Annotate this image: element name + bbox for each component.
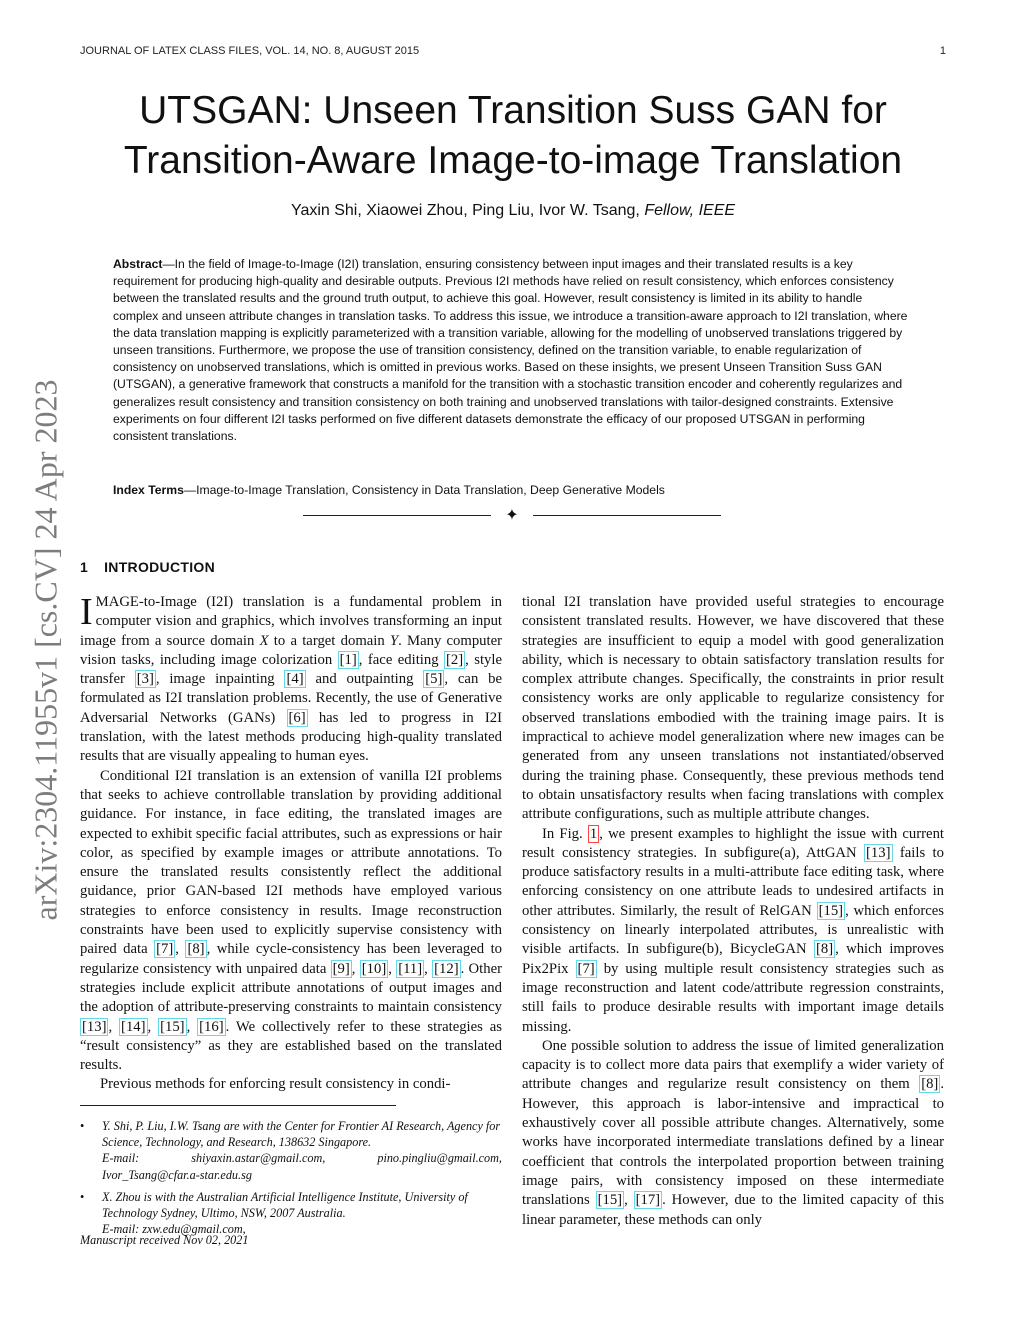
footnote-rule xyxy=(80,1105,396,1106)
text-run: In Fig. xyxy=(542,825,588,842)
citation-link[interactable]: [7] xyxy=(156,941,174,958)
citation-link[interactable]: [2] xyxy=(446,651,464,668)
math-symbol: X xyxy=(259,632,269,649)
email-address: Ivor_Tsang@cfar.a-star.edu.sg xyxy=(102,1167,252,1182)
section-title: INTRODUCTION xyxy=(104,559,216,575)
paragraph-5 xyxy=(522,1037,944,1230)
text-run: . Other strategies include explicit attribute annotations of output images and the adoption of attribute-preserving constraints to maintain consistency xyxy=(80,960,502,1016)
index-terms-text: —Image-to-Image Translation, Consistency in Data Translation, Deep Generative Models xyxy=(183,483,665,497)
text-run: , which improves Pix2Pix xyxy=(522,941,944,977)
text-run: , xyxy=(175,941,186,958)
author-suffix: Fellow, IEEE xyxy=(644,202,736,219)
text-run: fails to produce satisfactory results in a multi-attribute face editing task, where enforcing consistency on one attribute leads to undesired artifacts in other attributes. Similarly, the result of RelGAN xyxy=(522,844,944,919)
citation-link[interactable]: [9] xyxy=(332,960,350,977)
citation-link[interactable]: [10] xyxy=(361,960,387,977)
text-run: , xyxy=(424,960,433,977)
citation-link[interactable]: [4] xyxy=(286,671,304,688)
text-run: . However, due to the limited capacity of this linear parameter, these methods can only xyxy=(522,1192,945,1228)
page-number: 1 xyxy=(939,45,946,57)
citation-link[interactable]: [15] xyxy=(160,1018,185,1035)
text-run: , while cycle-consistency has been leveraged to regularize consistency with unpaired data xyxy=(80,941,502,977)
title-line-1: UTSGAN: Unseen Transition Suss GAN for xyxy=(139,89,887,132)
text-run: , face editing xyxy=(358,651,444,668)
text-run: , xyxy=(624,1192,634,1209)
text-run: , xyxy=(388,960,397,977)
arxiv-side-stamp xyxy=(0,0,90,1325)
citation-link[interactable]: [7] xyxy=(577,960,595,977)
divider-star-icon: ✦ xyxy=(505,507,519,524)
paragraph-1 xyxy=(80,593,502,767)
text-run: , we present examples to highlight the issue with current result consistency strategies. In subfigure(a), AttGAN xyxy=(522,825,945,861)
body-column-left xyxy=(80,593,502,1095)
text-run: , xyxy=(108,1018,120,1035)
email-address: pino.pingliu@gmail.com, xyxy=(377,1151,502,1166)
text-run: , can be formulated as I2I translation problems. Recently, the use of Generative Adversarial Networks (GANs) xyxy=(80,671,502,726)
footnote-affiliation-2 xyxy=(80,1189,502,1238)
email-label: E-mail: xyxy=(102,1151,140,1166)
text-run: , xyxy=(147,1018,159,1035)
text-run: Conditional I2I translation is an extension of vanilla I2I problems that seeks to achieve controllable translation by providing additional guidance. For instance, in face editing, the translated images are expected to exhibit specific facial attributes, such as expressions or hair color, as specified by example images or attribute annotations. To ensure the translated results consistently reflect the additional guidance, prior GAN-based I2I methods have employed various strategies to enforce consistency in results. Image reconstruction constraints have been used to explicitly supervise consistency with paired data xyxy=(80,767,502,958)
section-divider xyxy=(303,506,721,526)
citation-link[interactable]: [12] xyxy=(434,960,459,977)
drop-cap: I xyxy=(80,591,93,633)
figure-link[interactable]: 1 xyxy=(589,825,598,842)
text-run: , which enforces consistency on linearly interpolated attributes, is unrealistic with visible artifacts. In subfigure(b), BicycleGAN xyxy=(522,902,945,958)
bullet-icon: • xyxy=(80,1189,85,1204)
text-run: , image inpainting xyxy=(155,671,285,688)
text-run: . However, this approach is labor-intensive and impractical to exhaustively cover all possible attribute changes. Alternatively, some works have incorporated intermediate translations defined by a linear coefficient that controls the interpolated proportion between training image pairs, with consistency imposed on these intermediate translations xyxy=(522,1076,944,1209)
paragraph-3 xyxy=(80,1075,502,1094)
running-head-text: JOURNAL OF LATEX CLASS FILES, VOL. 14, NO. 8, AUGUST 2015 xyxy=(80,45,420,57)
citation-link[interactable]: [14] xyxy=(121,1018,146,1035)
footnote-text: X. Zhou is with the Australian Artificial Intelligence Institute, University of Technology Sydney, Ultimo, NSW, 2007 Australia. xyxy=(102,1189,468,1221)
footnote-affiliation-1 xyxy=(80,1118,502,1183)
citation-link[interactable]: [11] xyxy=(398,960,423,977)
citation-link[interactable]: [8] xyxy=(187,941,205,958)
text-run: . Many computer vision tasks, including image colorization xyxy=(80,632,502,668)
citation-link[interactable]: [3] xyxy=(136,671,154,688)
citation-link[interactable]: [13] xyxy=(82,1018,107,1035)
paragraph-3-continued xyxy=(522,593,944,825)
paper-title xyxy=(80,86,946,186)
citation-link[interactable]: [8] xyxy=(815,941,834,958)
author-names: Yaxin Shi, Xiaowei Zhou, Ping Liu, Ivor W. Tsang, xyxy=(290,202,645,219)
email-address: shiyaxin.astar@gmail.com, xyxy=(191,1151,326,1166)
citation-link[interactable]: [5] xyxy=(425,671,443,688)
citation-link[interactable]: [16] xyxy=(199,1018,224,1035)
index-terms xyxy=(113,482,909,499)
title-line-2: Transition-Aware Image-to-image Translation xyxy=(123,139,903,182)
body-column-right xyxy=(522,593,944,1230)
footnotes xyxy=(80,1118,502,1243)
text-run: , xyxy=(186,1018,198,1035)
text-run: has led to progress in I2I translation, with the latest methods producing high-quality translated results that are visually appealing to human eyes. xyxy=(80,709,503,765)
text-run: , style transfer xyxy=(80,651,502,688)
citation-link[interactable]: [17] xyxy=(635,1192,661,1209)
small-caps-word: MAGE xyxy=(95,594,139,610)
running-head xyxy=(80,45,946,61)
manuscript-note: Manuscript received Nov 02, 2021 xyxy=(80,1233,249,1247)
footnote-text: Y. Shi, P. Liu, I.W. Tsang are with the Center for Frontier AI Research, Agency for Science, Technology, and Research, 138632 Singapore. xyxy=(102,1119,501,1150)
abstract-text: —In the field of Image-to-Image (I2I) translation, ensuring consistency between input images and their translated results is a key requirement for producing high-quality and desirable outputs. Previous I2I methods have relied on result consistency, which enforces consistency between the translated results and the ground truth output, to achieve this goal. However, result consistency is limited in its ability to handle complex and unseen attribute changes in translation tasks. To address this issue, we introduce a transition-aware approach to I2I translation, where the data translation mapping is explicitly parameterized with a transition variable, allowing for the modelling of unobserved translations triggered by unseen transitions. Furthermore, we propose the use of transition consistency, defined on the transition variable, to enable regularization of consistency on unobserved translations, which is omitted in previous works. Based on these insights, we present Unseen Transition Suss GAN (UTSGAN), a generative framework that constructs a manifold for the transition with a stochastic transition encoder and coherently regularizes and generalizes result consistency and transition consistency on both training and unobserved translations with tailor-designed constraints. Extensive experiments on four different I2I tasks performed on five different datasets demonstrate the efficacy of our proposed UTSGAN in performing consistent translations. xyxy=(113,257,908,444)
text-run: by using multiple result consistency strategies such as image reconstruction and latent code/attribute regression constraints, still fails to produce desirable results with important image details missing. xyxy=(522,960,945,1035)
email-address: E-mail: zxw.edu@gmail.com, xyxy=(102,1222,246,1237)
paragraph-4 xyxy=(522,825,944,1037)
index-terms-label: Index Terms xyxy=(113,483,184,497)
bullet-icon: • xyxy=(80,1119,85,1133)
arxiv-identifier: arXiv:2304.11955v1 [cs.CV] 24 Apr 2023 xyxy=(27,379,64,921)
footnote-email-row xyxy=(102,1150,502,1166)
divider-line-right xyxy=(533,515,721,516)
text-run: . We collectively refer to these strategies as “result consistency” as they are established based on the translated results. xyxy=(80,1018,502,1074)
text-run: , xyxy=(351,960,360,977)
abstract xyxy=(113,256,909,445)
text-run: One possible solution to address the issue of limited generalization capacity is to collect more data pairs that exemplify a wider variety of attribute changes and regularize result consistency on them xyxy=(522,1037,944,1093)
citation-link[interactable]: [13] xyxy=(866,844,891,861)
text-run: and outpainting xyxy=(305,671,424,688)
abstract-label: Abstract xyxy=(113,257,163,271)
citation-link[interactable]: [15] xyxy=(597,1192,623,1209)
citation-link[interactable]: [15] xyxy=(818,902,844,919)
citation-link[interactable]: [1] xyxy=(339,651,357,668)
text-run: Previous methods for enforcing result consistency in condi- xyxy=(100,1076,451,1093)
citation-link[interactable]: [6] xyxy=(288,709,306,726)
paragraph-2 xyxy=(80,767,502,1076)
text-run: to a target domain xyxy=(268,632,390,649)
text-run: tional I2I translation have provided useful strategies to encourage consistent translated results. However, we have discovered that these strategies are insufficient to equip a model with good generalization ability, which is necessary to obtain satisfactory translation results for complex attribute changes. Specifically, the constraints in prior result consistency works are only applicable to regularize consistency for observed translations embodied with the training image pairs. It is impractical to achieve model generalization where new images can be generated from any unseen translations not instantiated/observed during the training phase. Consequently, these previous methods tend to obtain unsatisfactory results when facing translations with complex attribute configurations, such as multiple attribute changes. xyxy=(522,594,944,823)
section-heading xyxy=(80,559,500,575)
math-symbol: Y xyxy=(389,632,399,649)
citation-link[interactable]: [8] xyxy=(921,1076,939,1093)
section-number: 1 xyxy=(80,559,89,575)
text-run: -to-Image (I2I) translation is a fundamental problem in computer vision and graphics, which involves transforming an input image from a source domain xyxy=(80,594,502,649)
author-list xyxy=(80,202,946,220)
